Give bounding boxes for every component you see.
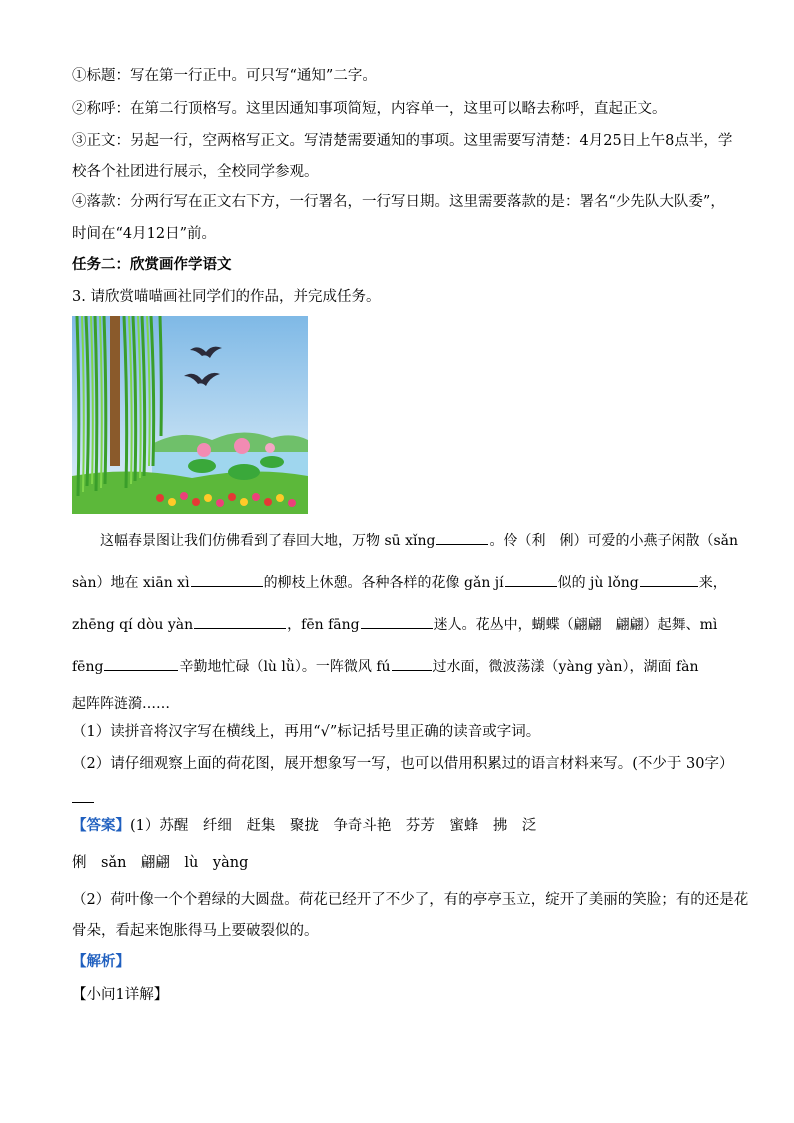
answer-blank[interactable] <box>392 656 432 671</box>
note-body-rule-line1: ③正文：另起一行，空两格写正文。写清楚需要通知的事项。这里需要写清楚：4月25日上午8点半，学 <box>72 133 733 149</box>
passage-text: 的柳枝上休憩。各种各样的花像 gǎn jí <box>263 575 504 591</box>
answer-part2-line2: 骨朵，看起来饱胀得马上要破裂似的。 <box>72 923 319 939</box>
passage-text: 过水面，微波荡漾（yàng yàn），湖面 fàn <box>432 659 699 675</box>
answer-blank[interactable] <box>194 614 286 629</box>
spring-painting <box>72 316 308 514</box>
answer-blank[interactable] <box>104 656 178 671</box>
passage-text: 辛勤地忙碌（lù lǜ）。一阵微风 fú <box>179 659 391 675</box>
passage-line-3 <box>72 614 717 635</box>
subquestion-1: （1）读拼音将汉字写在横线上，再用“√”标记括号里正确的读音或字词。 <box>72 724 541 740</box>
answer-blank[interactable] <box>640 572 698 587</box>
question-3: 3. 请欣赏喵喵画社同学们的作品，并完成任务。 <box>72 289 381 305</box>
note-signature-rule-line2: 时间在“4月12日”前。 <box>72 226 217 242</box>
passage-text: 来， <box>698 575 727 591</box>
answer-line <box>72 802 94 803</box>
answer-blank[interactable] <box>436 530 488 545</box>
answer-part1 <box>72 816 536 836</box>
answer-blank[interactable] <box>505 572 557 587</box>
note-signature-rule-line1: ④落款：分两行写在正文右下方，一行署名，一行写日期。这里需要落款的是：署名“少先队大队委”， <box>72 194 725 210</box>
note-title-rule: ①标题：写在第一行正中。可只写“通知”二字。 <box>72 68 377 84</box>
passage-text: 。伶（利 俐）可爱的小燕子闲散（sǎn <box>489 533 738 549</box>
passage-line-2 <box>72 572 727 593</box>
passage-text: 迷人。花丛中，蝴蝶（翩翩 翩翩）起舞、mì <box>433 617 718 633</box>
answer-blank[interactable] <box>361 614 433 629</box>
answer-label: 【答案】 <box>72 817 130 834</box>
passage-line-4 <box>72 656 699 677</box>
task2-heading: 任务二：欣赏画作学语文 <box>72 256 232 273</box>
note-greeting-rule: ②称呼：在第二行顶格写。这里因通知事项简短，内容单一，这里可以略去称呼，直起正文。 <box>72 101 667 117</box>
spring-painting-svg <box>72 316 308 514</box>
passage-text: sàn）地在 xiān xì <box>72 575 190 591</box>
passage-text: fēng <box>72 659 104 675</box>
answer-part2-line1: （2）荷叶像一个个碧绿的大圆盘。荷花已经开了不少了，有的亭亭玉立，绽开了美丽的笑脸；有的还是花 <box>72 892 749 908</box>
passage-line-5: 起阵阵涟漪…… <box>72 696 170 712</box>
passage-text: ，fēn fāng <box>287 617 360 633</box>
passage-text: 这幅春景图让我们仿佛看到了春回大地，万物 sū xǐng <box>100 533 436 549</box>
passage-text: zhēng qí dòu yàn <box>72 617 194 633</box>
answer-blank[interactable] <box>191 572 263 587</box>
analysis-sub1: 【小问1详解】 <box>72 987 169 1003</box>
answer-part1-continued: 俐 sǎn 翩翩 lù yàng <box>72 855 249 871</box>
note-body-rule-line2: 校各个社团进行展示，全校同学参观。 <box>72 164 319 180</box>
passage-line-1 <box>100 530 738 551</box>
analysis-label: 【解析】 <box>72 953 130 970</box>
answer-text: (1）苏醒 纤细 赶集 聚拢 争奇斗艳 芬芳 蜜蜂 拂 泛 <box>130 818 537 834</box>
passage-text: 似的 jù lǒng <box>557 575 639 591</box>
subquestion-2: （2）请仔细观察上面的荷花图，展开想象写一写，也可以借用积累过的语言材料来写。(不少于 30字） <box>72 756 734 772</box>
